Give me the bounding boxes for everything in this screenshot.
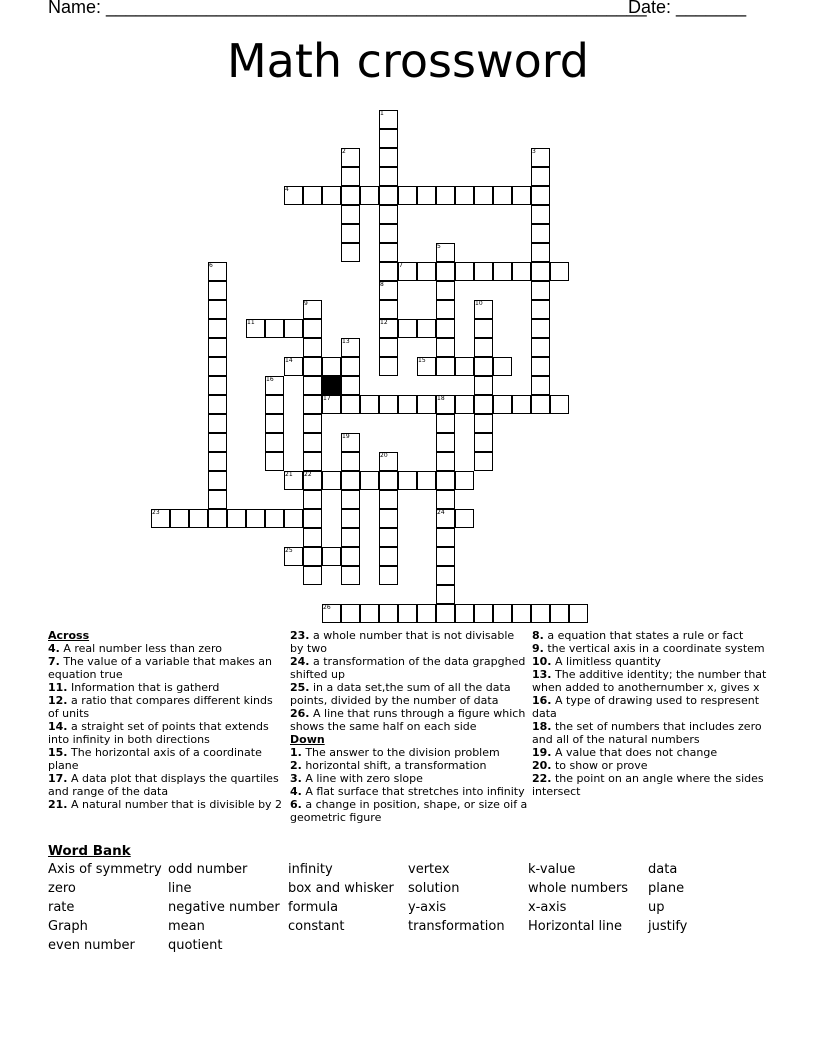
clue-text: The value of a variable that makes an equation true bbox=[48, 655, 273, 681]
word-bank-entry: data bbox=[648, 862, 678, 877]
word-bank-entry: Horizontal line bbox=[528, 919, 622, 934]
crossword-cell[interactable] bbox=[341, 471, 360, 490]
clue-item bbox=[532, 772, 770, 798]
crossword-cell[interactable] bbox=[417, 186, 436, 205]
crossword-cell[interactable] bbox=[417, 395, 436, 414]
crossword-cell[interactable] bbox=[531, 395, 550, 414]
clue-number-label: 22 bbox=[304, 471, 312, 478]
clue-text: a equation that states a rule or fact bbox=[543, 629, 744, 642]
crossword-cell[interactable] bbox=[531, 224, 550, 243]
crossword-cell[interactable] bbox=[303, 376, 322, 395]
crossword-cell[interactable] bbox=[360, 604, 379, 623]
word-bank-entry: mean bbox=[168, 919, 205, 934]
crossword-cell[interactable] bbox=[322, 471, 341, 490]
clue-number-label: 14 bbox=[285, 357, 293, 364]
crossword-cell[interactable] bbox=[531, 167, 550, 186]
clue-number-label: 20 bbox=[380, 452, 388, 459]
clue-number: 8. bbox=[532, 629, 544, 642]
crossword-cell[interactable] bbox=[341, 604, 360, 623]
word-bank-entry: vertex bbox=[408, 862, 450, 877]
word-bank-entry: plane bbox=[648, 881, 685, 896]
clue-number-label: 9 bbox=[304, 300, 308, 307]
crossword-cell[interactable] bbox=[360, 471, 379, 490]
crossword-cell[interactable] bbox=[208, 395, 227, 414]
clue-number: 11. bbox=[48, 681, 68, 694]
clue-number-label: 23 bbox=[152, 509, 160, 516]
crossword-cell[interactable] bbox=[208, 490, 227, 509]
page-title: Math crossword bbox=[226, 34, 590, 88]
crossword-cell[interactable] bbox=[341, 243, 360, 262]
crossword-cell[interactable] bbox=[303, 509, 322, 528]
clue-text: The answer to the division problem bbox=[301, 746, 500, 759]
crossword-cell[interactable] bbox=[436, 414, 455, 433]
crossword-cell[interactable] bbox=[379, 205, 398, 224]
clue-item bbox=[532, 629, 770, 642]
clues-column-2 bbox=[290, 629, 528, 824]
clue-text: A flat surface that stretches into infinity bbox=[301, 785, 525, 798]
crossword-cell[interactable] bbox=[436, 604, 455, 623]
crossword-cell[interactable] bbox=[303, 452, 322, 471]
clue-text: a transformation of the data grapghed shifted up bbox=[290, 655, 526, 681]
word-bank-entry: up bbox=[648, 900, 665, 915]
crossword-cell[interactable] bbox=[379, 129, 398, 148]
clue-item bbox=[290, 798, 528, 824]
crossword-cell[interactable] bbox=[455, 186, 474, 205]
crossword-cell[interactable] bbox=[227, 509, 246, 528]
crossword-cell[interactable] bbox=[303, 319, 322, 338]
crossword-cell[interactable] bbox=[436, 528, 455, 547]
clue-text: A type of drawing used to respresent data bbox=[532, 694, 760, 720]
crossword-cell[interactable] bbox=[284, 319, 303, 338]
clue-text: A data plot that displays the quartiles and range of the data bbox=[48, 772, 279, 798]
crossword-cell[interactable] bbox=[436, 186, 455, 205]
crossword-cell[interactable] bbox=[531, 376, 550, 395]
crossword-cell[interactable] bbox=[341, 547, 360, 566]
word-bank-entry: quotient bbox=[168, 938, 223, 953]
crossword-cell[interactable] bbox=[436, 566, 455, 585]
crossword-cell[interactable] bbox=[436, 490, 455, 509]
crossword-cell[interactable] bbox=[379, 186, 398, 205]
crossword-cell[interactable] bbox=[436, 547, 455, 566]
clue-number: 16. bbox=[532, 694, 552, 707]
crossword-cell[interactable] bbox=[303, 395, 322, 414]
clue-item bbox=[290, 759, 528, 772]
word-bank-entry: constant bbox=[288, 919, 345, 934]
date-field-label: Date: _______ bbox=[628, 0, 747, 17]
crossword-cell[interactable] bbox=[360, 186, 379, 205]
crossword-cell[interactable] bbox=[303, 338, 322, 357]
clue-number: 2. bbox=[290, 759, 302, 772]
crossword-cell[interactable] bbox=[379, 566, 398, 585]
clue-number-label: 1 bbox=[380, 110, 384, 117]
word-bank-entry: odd number bbox=[168, 862, 248, 877]
crossword-cell[interactable] bbox=[379, 300, 398, 319]
clue-number-label: 8 bbox=[380, 281, 384, 288]
crossword-cell[interactable] bbox=[474, 376, 493, 395]
crossword-cell[interactable] bbox=[265, 319, 284, 338]
clue-number: 20. bbox=[532, 759, 552, 772]
crossword-cell[interactable] bbox=[417, 319, 436, 338]
word-bank-entry: zero bbox=[48, 881, 76, 896]
clue-item bbox=[532, 668, 770, 694]
crossword-cell[interactable] bbox=[455, 471, 474, 490]
crossword-cell[interactable] bbox=[436, 262, 455, 281]
crossword-cell[interactable] bbox=[379, 338, 398, 357]
crossword-cell[interactable] bbox=[436, 338, 455, 357]
crossword-cell[interactable] bbox=[341, 528, 360, 547]
crossword-cell[interactable] bbox=[379, 547, 398, 566]
crossword-cell[interactable] bbox=[569, 604, 588, 623]
clue-text: The additive identity; the number that when added to anothernumber x, gives x bbox=[532, 668, 767, 694]
clue-item bbox=[48, 772, 286, 798]
clue-number: 15. bbox=[48, 746, 68, 759]
word-bank-entry: y-axis bbox=[408, 900, 447, 915]
word-bank-entry: formula bbox=[288, 900, 339, 915]
crossword-cell[interactable] bbox=[417, 604, 436, 623]
crossword-cell[interactable] bbox=[417, 471, 436, 490]
crossword-cell[interactable] bbox=[436, 471, 455, 490]
crossword-cell[interactable] bbox=[436, 300, 455, 319]
crossword-cell[interactable] bbox=[208, 281, 227, 300]
clue-number: 12. bbox=[48, 694, 68, 707]
clue-item bbox=[290, 629, 528, 655]
crossword-cell[interactable] bbox=[379, 243, 398, 262]
clue-number: 9. bbox=[532, 642, 544, 655]
crossword-cell[interactable] bbox=[398, 395, 417, 414]
clue-number: 24. bbox=[290, 655, 310, 668]
crossword-cell[interactable] bbox=[170, 509, 189, 528]
clue-number-label: 26 bbox=[323, 604, 331, 611]
crossword-cell[interactable] bbox=[303, 566, 322, 585]
word-bank-entry: whole numbers bbox=[528, 881, 629, 896]
clue-text: the vertical axis in a coordinate system bbox=[543, 642, 765, 655]
crossword-cell[interactable] bbox=[493, 604, 512, 623]
crossword-cell[interactable] bbox=[474, 338, 493, 357]
crossword-cell[interactable] bbox=[512, 262, 531, 281]
clue-text: A natural number that is divisible by 2 bbox=[67, 798, 283, 811]
clue-number: 25. bbox=[290, 681, 310, 694]
clue-text: Information that is gatherd bbox=[67, 681, 220, 694]
clue-text: the set of numbers that includes zero and all of the natural numbers bbox=[532, 720, 762, 746]
clue-number: 3. bbox=[290, 772, 302, 785]
crossword-cell[interactable] bbox=[455, 509, 474, 528]
clue-item bbox=[532, 720, 770, 746]
crossword-cell[interactable] bbox=[341, 224, 360, 243]
clue-text: to show or prove bbox=[551, 759, 648, 772]
crossword-cell[interactable] bbox=[303, 414, 322, 433]
crossword-cell[interactable] bbox=[455, 604, 474, 623]
clue-text: a change in position, shape, or size oif a geometric figure bbox=[290, 798, 528, 824]
clue-number: 13. bbox=[532, 668, 552, 681]
word-bank-entry: Axis of symmetry bbox=[48, 862, 162, 877]
clue-number: 14. bbox=[48, 720, 68, 733]
clue-number-label: 17 bbox=[323, 395, 331, 402]
crossword-cell[interactable] bbox=[531, 319, 550, 338]
clue-number-label: 15 bbox=[418, 357, 426, 364]
crossword-cell[interactable] bbox=[436, 357, 455, 376]
clues-column-3 bbox=[532, 629, 770, 798]
clue-text: A real number less than zero bbox=[59, 642, 222, 655]
clue-item bbox=[532, 642, 770, 655]
clue-item bbox=[290, 785, 528, 798]
crossword-cell[interactable] bbox=[379, 167, 398, 186]
clue-number: 21. bbox=[48, 798, 68, 811]
crossword-cell[interactable] bbox=[493, 262, 512, 281]
clue-number: 17. bbox=[48, 772, 68, 785]
clue-item bbox=[290, 746, 528, 759]
crossword-cell[interactable] bbox=[379, 604, 398, 623]
clue-text: a straight set of points that extends into infinity in both directions bbox=[48, 720, 269, 746]
clue-item bbox=[48, 798, 286, 811]
crossword-cell[interactable] bbox=[379, 471, 398, 490]
clue-text: A line with zero slope bbox=[301, 772, 423, 785]
clue-item bbox=[48, 720, 286, 746]
crossword-cell[interactable] bbox=[246, 509, 265, 528]
word-bank-entry: box and whisker bbox=[288, 881, 394, 896]
clue-text: the point on an angle where the sides intersect bbox=[532, 772, 764, 798]
clue-item bbox=[48, 694, 286, 720]
clue-text: a ratio that compares different kinds of units bbox=[48, 694, 273, 720]
clue-number-label: 12 bbox=[380, 319, 388, 326]
clue-text: a whole number that is not divisable by two bbox=[290, 629, 515, 655]
crossword-cell[interactable] bbox=[474, 414, 493, 433]
crossword-cell[interactable] bbox=[322, 186, 341, 205]
clue-number: 7. bbox=[48, 655, 60, 668]
crossword-cell[interactable] bbox=[341, 205, 360, 224]
clue-number: 22. bbox=[532, 772, 552, 785]
crossword-cell[interactable] bbox=[474, 357, 493, 376]
crossword-cell[interactable] bbox=[265, 395, 284, 414]
crossword-cell[interactable] bbox=[208, 452, 227, 471]
clues-column-1 bbox=[48, 629, 286, 811]
clue-number: 23. bbox=[290, 629, 310, 642]
crossword-cell[interactable] bbox=[303, 433, 322, 452]
clue-item bbox=[532, 655, 770, 668]
crossword-cell[interactable] bbox=[512, 395, 531, 414]
word-bank-entry: x-axis bbox=[528, 900, 567, 915]
crossword-cell[interactable] bbox=[303, 357, 322, 376]
clue-number-label: 19 bbox=[342, 433, 350, 440]
clue-number: 1. bbox=[290, 746, 302, 759]
crossword-cell[interactable] bbox=[474, 433, 493, 452]
clue-text: The horizontal axis of a coordinate plane bbox=[48, 746, 262, 772]
crossword-cell[interactable] bbox=[474, 186, 493, 205]
crossword-cell[interactable] bbox=[379, 509, 398, 528]
crossword-cell[interactable] bbox=[512, 186, 531, 205]
crossword-cell[interactable] bbox=[208, 509, 227, 528]
crossword-cell[interactable] bbox=[208, 300, 227, 319]
crossword-cell[interactable] bbox=[474, 319, 493, 338]
word-bank-entry: k-value bbox=[528, 862, 576, 877]
crossword-cell[interactable] bbox=[379, 357, 398, 376]
word-bank-entry: solution bbox=[408, 881, 460, 896]
crossword-cell[interactable] bbox=[284, 509, 303, 528]
word-bank-entry: justify bbox=[648, 919, 688, 934]
clue-number: 6. bbox=[290, 798, 302, 811]
clue-item bbox=[532, 746, 770, 759]
crossword-cell[interactable] bbox=[531, 262, 550, 281]
clue-item bbox=[48, 642, 286, 655]
crossword-cell[interactable] bbox=[436, 281, 455, 300]
crossword-cell[interactable] bbox=[208, 376, 227, 395]
crossword-cell[interactable] bbox=[455, 357, 474, 376]
word-bank-entry: negative number bbox=[168, 900, 280, 915]
clue-number-label: 6 bbox=[209, 262, 213, 269]
clue-number: 26. bbox=[290, 707, 310, 720]
crossword-cell[interactable] bbox=[474, 262, 493, 281]
crossword-cell[interactable] bbox=[341, 490, 360, 509]
crossword-cell[interactable] bbox=[379, 148, 398, 167]
clue-number: 18. bbox=[532, 720, 552, 733]
crossword-cell[interactable] bbox=[303, 490, 322, 509]
word-bank-entry: rate bbox=[48, 900, 75, 915]
crossword-cell[interactable] bbox=[341, 509, 360, 528]
clue-number-label: 11 bbox=[247, 319, 255, 326]
clue-number-label: 21 bbox=[285, 471, 293, 478]
clue-number-label: 13 bbox=[342, 338, 350, 345]
clue-number: 4. bbox=[48, 642, 60, 655]
crossword-cell[interactable] bbox=[474, 395, 493, 414]
crossword-cell[interactable] bbox=[550, 395, 569, 414]
word-bank-entry: line bbox=[168, 881, 192, 896]
clue-item bbox=[48, 655, 286, 681]
crossword-cell[interactable] bbox=[398, 319, 417, 338]
crossword-cell[interactable] bbox=[531, 338, 550, 357]
clue-item bbox=[290, 655, 528, 681]
crossword-cell[interactable] bbox=[398, 471, 417, 490]
crossword-cell[interactable] bbox=[531, 300, 550, 319]
crossword-cell[interactable] bbox=[341, 566, 360, 585]
clue-item bbox=[290, 681, 528, 707]
crossword-cell[interactable] bbox=[341, 376, 360, 395]
clue-text: A limitless quantity bbox=[551, 655, 661, 668]
crossword-cell[interactable] bbox=[531, 243, 550, 262]
clue-number: 10. bbox=[532, 655, 552, 668]
crossword-cell[interactable] bbox=[379, 224, 398, 243]
crossword-cell[interactable] bbox=[208, 414, 227, 433]
clue-number-label: 2 bbox=[342, 148, 346, 155]
crossword-cell[interactable] bbox=[436, 585, 455, 604]
crossword-cell[interactable] bbox=[341, 452, 360, 471]
crossword-cell[interactable] bbox=[531, 281, 550, 300]
clue-item bbox=[48, 681, 286, 694]
clue-item bbox=[532, 694, 770, 720]
crossword-cell[interactable] bbox=[531, 604, 550, 623]
crossword-cell[interactable] bbox=[474, 452, 493, 471]
crossword-cell[interactable] bbox=[265, 452, 284, 471]
clue-number-label: 10 bbox=[475, 300, 483, 307]
crossword-cell[interactable] bbox=[379, 395, 398, 414]
crossword-cell[interactable] bbox=[379, 262, 398, 281]
crossword-cell[interactable] bbox=[417, 262, 436, 281]
crossword-cell[interactable] bbox=[303, 547, 322, 566]
crossword-cell[interactable] bbox=[341, 167, 360, 186]
crossword-cell[interactable] bbox=[341, 186, 360, 205]
clue-item bbox=[290, 772, 528, 785]
crossword-cell[interactable] bbox=[531, 205, 550, 224]
clue-number-label: 25 bbox=[285, 547, 293, 554]
crossword-cell[interactable] bbox=[531, 357, 550, 376]
word-bank-entry: transformation bbox=[408, 919, 505, 934]
crossword-cell[interactable] bbox=[189, 509, 208, 528]
word-bank-entry: Graph bbox=[48, 919, 88, 934]
clue-number-label: 3 bbox=[532, 148, 536, 155]
crossword-cell[interactable] bbox=[322, 547, 341, 566]
crossword-cell[interactable] bbox=[265, 433, 284, 452]
clue-number: 19. bbox=[532, 746, 552, 759]
clue-text: A value that does not change bbox=[551, 746, 718, 759]
crossword-cell[interactable] bbox=[436, 319, 455, 338]
crossword-cell[interactable] bbox=[322, 357, 341, 376]
crossword-cell[interactable] bbox=[531, 186, 550, 205]
clue-item bbox=[532, 759, 770, 772]
clue-text: in a data set,the sum of all the data points, divided by the number of data bbox=[290, 681, 511, 707]
crossword-cell[interactable] bbox=[455, 395, 474, 414]
word-bank-title: Word Bank bbox=[48, 843, 131, 859]
clue-number-label: 16 bbox=[266, 376, 274, 383]
crossword-cell[interactable] bbox=[379, 490, 398, 509]
crossword-cell[interactable] bbox=[208, 319, 227, 338]
clue-item bbox=[48, 746, 286, 772]
crossword-cell[interactable] bbox=[379, 528, 398, 547]
clue-number: 4. bbox=[290, 785, 302, 798]
crossword-cell[interactable] bbox=[436, 433, 455, 452]
crossword-cell[interactable] bbox=[208, 471, 227, 490]
clue-text: horizontal shift, a transformation bbox=[301, 759, 487, 772]
crossword-cell[interactable] bbox=[512, 604, 531, 623]
crossword-cell[interactable] bbox=[265, 509, 284, 528]
crossword-cell[interactable] bbox=[208, 338, 227, 357]
clue-number-label: 7 bbox=[399, 262, 403, 269]
clue-section-heading: Down bbox=[290, 733, 325, 746]
crossword-cell[interactable] bbox=[550, 262, 569, 281]
crossword-cell[interactable] bbox=[493, 186, 512, 205]
clue-text: A line that runs through a figure which shows the same half on each side bbox=[290, 707, 526, 733]
clue-number-label: 5 bbox=[437, 243, 441, 250]
crossword-cell[interactable] bbox=[341, 395, 360, 414]
clue-number-label: 18 bbox=[437, 395, 445, 402]
crossword-cell[interactable] bbox=[265, 414, 284, 433]
crossword-cell[interactable] bbox=[303, 528, 322, 547]
clue-number-label: 24 bbox=[437, 509, 445, 516]
word-bank-entry: even number bbox=[48, 938, 135, 953]
crossword-cell[interactable] bbox=[398, 604, 417, 623]
crossword-cell[interactable] bbox=[493, 395, 512, 414]
clue-number-label: 4 bbox=[285, 186, 289, 193]
crossword-cell[interactable] bbox=[341, 357, 360, 376]
crossword-cell[interactable] bbox=[208, 357, 227, 376]
name-field-label: Name: ______________________________________________________ bbox=[48, 0, 647, 17]
crossword-cell[interactable] bbox=[303, 186, 322, 205]
crossword-cell[interactable] bbox=[208, 433, 227, 452]
crossword-cell[interactable] bbox=[398, 186, 417, 205]
crossword-cell[interactable] bbox=[455, 262, 474, 281]
crossword-cell[interactable] bbox=[493, 357, 512, 376]
crossword-cell[interactable] bbox=[474, 604, 493, 623]
word-bank-entry: infinity bbox=[288, 862, 333, 877]
crossword-cell[interactable] bbox=[360, 395, 379, 414]
blocked-cell bbox=[322, 376, 341, 395]
crossword-cell[interactable] bbox=[436, 452, 455, 471]
clue-section-heading: Across bbox=[48, 629, 90, 642]
crossword-cell[interactable] bbox=[550, 604, 569, 623]
clue-item bbox=[290, 707, 528, 733]
